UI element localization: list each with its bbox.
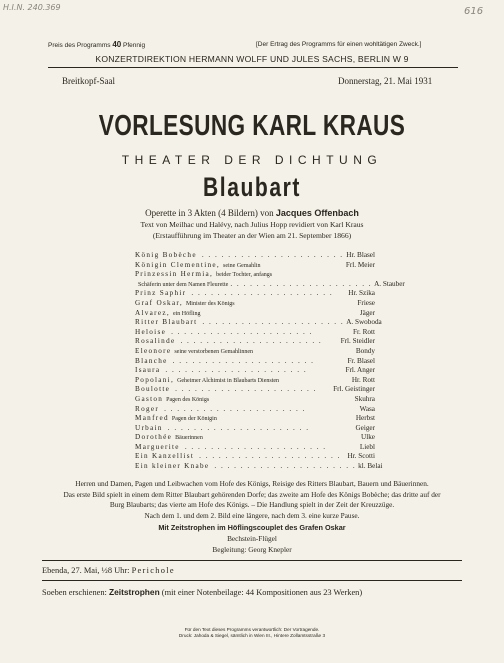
cast-role: Boulotte: [135, 385, 171, 394]
cast-row: [135, 442, 375, 452]
cast-actor: Wasa: [359, 404, 375, 413]
cast-row: [135, 250, 375, 260]
next-event-work: Perichole: [131, 566, 175, 575]
cast-role: Königin Clementine,: [135, 260, 220, 269]
cast-leader-dots: [281, 375, 350, 385]
cast-row: [135, 317, 382, 327]
footer-printer: Druck: Jahoda & Siegel, sämtlich in Wien III., Hintere Zollamtsstraße 3: [178, 633, 326, 638]
page-number: 616: [464, 6, 484, 17]
cast-role-group: [135, 375, 279, 385]
subtitle: THEATER DER DICHTUNG: [121, 153, 383, 167]
cast-row: [135, 365, 375, 375]
cast-role: Popolani,: [135, 375, 175, 384]
cast-actor: Fr. Rott: [353, 327, 375, 336]
price-amount: 40: [112, 40, 122, 49]
cast-role: Blanche: [135, 356, 168, 365]
cast-role-note: Minister des Königs: [185, 300, 235, 307]
cast-role: Ritter Blaubart: [135, 318, 198, 327]
publication-note: [42, 587, 362, 597]
cast-role-note: beider Tochter, anfangs: [216, 272, 273, 279]
cast-actor: A. Swoboda: [346, 318, 382, 327]
cast-role-group: [135, 404, 162, 414]
cast-leader-dots: . . . . . . . . . . . . . . . . . . . . . .: [164, 404, 306, 413]
price-note: [48, 40, 145, 49]
cast-actor: Bondy: [355, 346, 375, 355]
cast-leader-dots: [219, 413, 354, 423]
title-wrap: [0, 110, 504, 143]
cast-actor: Geiger: [355, 423, 375, 432]
cast-leader-dots: . . . . . . . . . . . . . . . . . . . . . .: [201, 251, 344, 259]
cast-role-group: [135, 413, 217, 423]
piano-note: Bechstein-Flügel: [227, 534, 277, 543]
cast-leader-dots: [255, 346, 354, 356]
cast-row: [135, 298, 375, 308]
cast-row: [135, 404, 375, 414]
publication-detail: (mit einer Notenbeilage: 44 Kompositionen aus 23 Werken): [161, 588, 363, 597]
next-event-date: Ebenda, 27. Mai,: [42, 566, 100, 575]
cast-role: Heloise: [135, 327, 167, 336]
setting-scene-2: Burg Blaubarts; das vierte am Hofe des Königs. – Die Handlung spielt in der Zeit der Kreuzzüge.: [109, 500, 395, 509]
price-unit: Pfennig: [123, 42, 146, 49]
cast-leader-dots: [274, 269, 373, 279]
cast-role-group: [135, 298, 235, 308]
cast-role: Isaura: [135, 366, 161, 375]
cast-role: Gaston: [135, 394, 164, 403]
setting-ensemble: Herren und Damen, Pagen und Leibwachen vom Hofe des Königs, Reisige des Ritters Blaubart, Bauern und Bäuerinnen.: [75, 479, 429, 488]
cast-role-group: [135, 442, 183, 452]
cast-role: König Bobèche: [135, 251, 197, 259]
cast-role: Graf Oskar,: [135, 298, 183, 307]
cast-role: Eleonore: [135, 346, 172, 355]
publication-rule: [42, 580, 462, 581]
cast-leader-dots: [202, 308, 357, 318]
cast-role-group: [135, 336, 178, 346]
publication-title: Zeitstrophen: [108, 587, 160, 597]
cast-role: Urbain: [135, 423, 163, 432]
proceeds-note: [Der Ertrag des Programms für einen wohltätigen Zweck.]: [256, 41, 422, 48]
cast-leader-dots: . . . . . . . . . . . . . . . . . . . . . .: [191, 289, 334, 298]
text-credit: Text von Meilhac und Halévy, nach Julius Hopp revidiert von Karl Kraus: [140, 220, 364, 229]
cast-actor: kl. Belai: [358, 462, 383, 471]
cast-role: Prinz Saphir: [135, 289, 187, 298]
cast-role-group: [135, 432, 203, 442]
cast-role: Prinzessin Hermia,: [135, 270, 214, 279]
cast-role: Manfred: [135, 414, 169, 423]
cast-actor: Herbst: [355, 414, 375, 423]
cast-role-group: [135, 288, 189, 298]
cast-role: Marguerite: [135, 442, 180, 451]
cast-row: [135, 375, 375, 385]
cast-row: [135, 356, 375, 366]
cast-role-group: [135, 451, 197, 461]
cast-actor: Liebl: [359, 442, 375, 451]
cast-row: [135, 451, 375, 461]
work-title: Blaubart: [203, 172, 301, 202]
cast-row: [135, 260, 375, 270]
cast-actor: A. Stauber: [374, 279, 405, 288]
cast-role-group: [135, 423, 166, 433]
cast-row: [135, 461, 383, 471]
publication-label: Soeben erschienen:: [42, 588, 107, 597]
cast-actor: Hr. Rott: [351, 375, 375, 384]
cast-actor: Jäger: [359, 308, 375, 317]
cast-row: [135, 346, 375, 356]
cast-actor: Fr. Blasel: [347, 356, 375, 365]
cast-role: Rosalinde: [135, 337, 176, 346]
cast-role: Ein kleiner Knabe: [135, 462, 210, 471]
cast-actor: Hr. Szika: [348, 289, 375, 298]
cast-leader-dots: . . . . . . . . . . . . . . . . . . . . . .: [180, 337, 323, 346]
pause-note: Nach dem 1. und dem 2. Bild eine längere, nach dem 3. eine kurze Pause.: [144, 511, 360, 520]
cast-role: Roger: [135, 404, 160, 413]
cast-role: Dorothée: [135, 433, 173, 442]
footer-responsible: Für den Text dieses Programms verantwortlich: Der Vortragende.: [184, 627, 320, 632]
cast-list: [135, 250, 405, 471]
cast-role: Alvarez,: [135, 308, 170, 317]
cast-leader-dots: [211, 394, 352, 404]
setting-scene-1: Das erste Bild spielt in einem dem Ritter Blaubart gehörenden Dorfe; das zweite am Hofe des Königs Bobèche; das dritte auf der: [63, 490, 441, 499]
cast-role-note: seine verstorbenen Gemahlinnen: [174, 348, 253, 355]
cast-leader-dots: . . . . . . . . . . . . . . . . . . . . . .: [184, 442, 327, 451]
cast-role-note: Geheimer Alchimist in Blaubarts Diensten: [177, 377, 280, 384]
cast-role-group: [135, 461, 212, 471]
cast-role-group: [135, 356, 171, 366]
cast-row: [135, 384, 375, 394]
next-event-rule: [42, 560, 462, 561]
cast-leader-dots: . . . . . . . . . . . . . . . . . . . . . .: [214, 462, 357, 471]
cast-leader-dots: . . . . . . . . . . . . . . . . . . . . . .: [165, 366, 308, 375]
cast-role-group: [135, 365, 163, 375]
cast-role-group: [135, 394, 209, 404]
cast-actor: Frl. Steidler: [340, 337, 375, 346]
cast-row: [135, 269, 375, 279]
accompaniment-note: Begleitung: Georg Knepler: [212, 545, 292, 554]
page-title: VORLESUNG KARL KRAUS: [98, 110, 406, 142]
cast-actor: Hr. Scotti: [347, 452, 375, 461]
cast-role-group: [135, 327, 169, 337]
cast-role-group: [135, 269, 272, 279]
cast-role-group: [135, 346, 253, 356]
cast-row: [135, 413, 375, 423]
cast-leader-dots: . . . . . . . . . . . . . . . . . . . . . .: [167, 423, 310, 432]
cast-role-note: seine Gemahlin: [223, 262, 261, 269]
work-description-text: Operette in 3 Akten (4 Bildern) von: [145, 208, 274, 218]
cast-row: [135, 279, 405, 289]
cast-role-group: [135, 308, 200, 318]
cast-actor: Skuhra: [354, 394, 375, 403]
cast-row: [135, 432, 375, 442]
cast-actor: Frl. Anger: [345, 366, 375, 375]
cast-leader-dots: [205, 432, 359, 442]
cast-role-note: ein Höfling: [172, 310, 201, 317]
next-event: [42, 566, 175, 575]
cast-role-note: Pagen der Königin: [171, 416, 217, 423]
archive-number: H.I.N. 240.369: [3, 3, 61, 12]
cast-role-group: [135, 384, 173, 394]
cast-row: [135, 394, 375, 404]
cast-leader-dots: [237, 298, 356, 308]
cast-leader-dots: . . . . . . . . . . . . . . . . . . . . . .: [172, 356, 315, 365]
cast-role: Ein Kanzellist: [135, 452, 195, 461]
cast-role-group: [135, 317, 200, 327]
cast-role-group: [135, 250, 200, 260]
cast-row: [135, 423, 375, 433]
cast-actor: Friese: [357, 298, 375, 307]
cast-row: [135, 308, 375, 318]
work-wrap: [0, 172, 504, 203]
cast-row: [135, 327, 375, 337]
cast-actor: Ulke: [361, 433, 375, 442]
cast-leader-dots: . . . . . . . . . . . . . . . . . . . . . .: [175, 385, 317, 394]
cast-actor: Frl. Geistinger: [333, 385, 375, 394]
cast-leader-dots: . . . . . . . . . . . . . . . . . . . . . .: [199, 452, 341, 461]
cast-leader-dots: . . . . . . . . . . . . . . . . . . . . . .: [230, 279, 373, 288]
cast-role-note: Pagen des Königs: [166, 396, 210, 403]
event-date: Donnerstag, 21. Mai 1931: [338, 76, 433, 86]
header-rule: [48, 67, 458, 68]
zeitstrophen-note: Mit Zeitstrophen im Höflingscouplet des Grafen Oskar: [158, 523, 346, 532]
cast-leader-dots: [263, 260, 344, 270]
cast-role-group: [135, 279, 228, 289]
cast-role-note: Bäuerinnen: [175, 435, 203, 442]
concert-agency: KONZERTDIREKTION HERMANN WOLFF UND JULES SACHS, BERLIN W 9: [95, 54, 409, 64]
cast-actor: Hr. Blasel: [346, 251, 375, 259]
premiere-note: (Erstaufführung im Theater an der Wien am 21. September 1866): [152, 231, 352, 240]
price-label: Preis des Programms: [48, 42, 111, 49]
cast-role-group: [135, 260, 261, 270]
cast-leader-dots: . . . . . . . . . . . . . . . . . . . . . .: [202, 318, 345, 327]
cast-row: [135, 288, 375, 298]
cast-actor: Frl. Meier: [345, 260, 375, 269]
next-event-time: ½8 Uhr:: [101, 566, 130, 575]
venue: Breitkopf-Saal: [62, 76, 115, 86]
work-description: [0, 208, 504, 218]
cast-role-note: Schäferin unter dem Namen Fleurette: [138, 281, 229, 288]
composer: Jacques Offenbach: [275, 208, 359, 218]
cast-leader-dots: . . . . . . . . . . . . . . . . . . . . . .: [171, 327, 313, 336]
cast-row: [135, 336, 375, 346]
